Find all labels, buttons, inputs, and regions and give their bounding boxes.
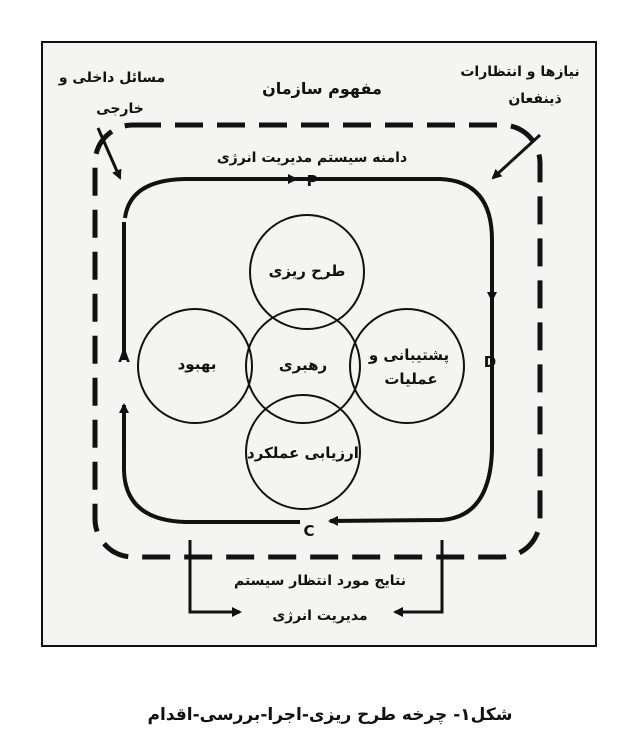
organization-context-label: مفهوم سازمان bbox=[262, 79, 382, 98]
issues-label-line2: خارجی bbox=[96, 101, 144, 117]
do-letter: D bbox=[483, 353, 497, 371]
figure-caption: شکل۱- چرخه طرح ریزی-اجرا-بررسی-اقدام bbox=[147, 705, 513, 725]
leadership-label: رهبری bbox=[278, 356, 328, 374]
improvement-label: بهبود bbox=[177, 355, 217, 373]
enms-scope-label: دامنه سیستم مدیریت انرژی bbox=[216, 150, 408, 166]
planning-label: طرح ریزی bbox=[268, 262, 346, 280]
plan-letter: P bbox=[306, 172, 318, 190]
act-letter: A bbox=[118, 348, 130, 366]
support-label-line2: عملیات bbox=[384, 370, 438, 388]
support-label-line1: پشتیبانی و bbox=[368, 346, 450, 364]
check-letter: C bbox=[303, 522, 315, 540]
performance-evaluation-label: ارزیابی عملکرد bbox=[247, 444, 359, 462]
outcomes-label-line2: مدیریت انرژی bbox=[272, 608, 368, 624]
needs-label-line1: نیازها و انتظارات bbox=[460, 64, 580, 80]
needs-label-line2: ذینفعان bbox=[508, 91, 562, 107]
outcomes-label-line1: نتایج مورد انتظار سیستم bbox=[233, 573, 407, 589]
issues-label-line1: مسائل داخلی و bbox=[58, 70, 166, 86]
